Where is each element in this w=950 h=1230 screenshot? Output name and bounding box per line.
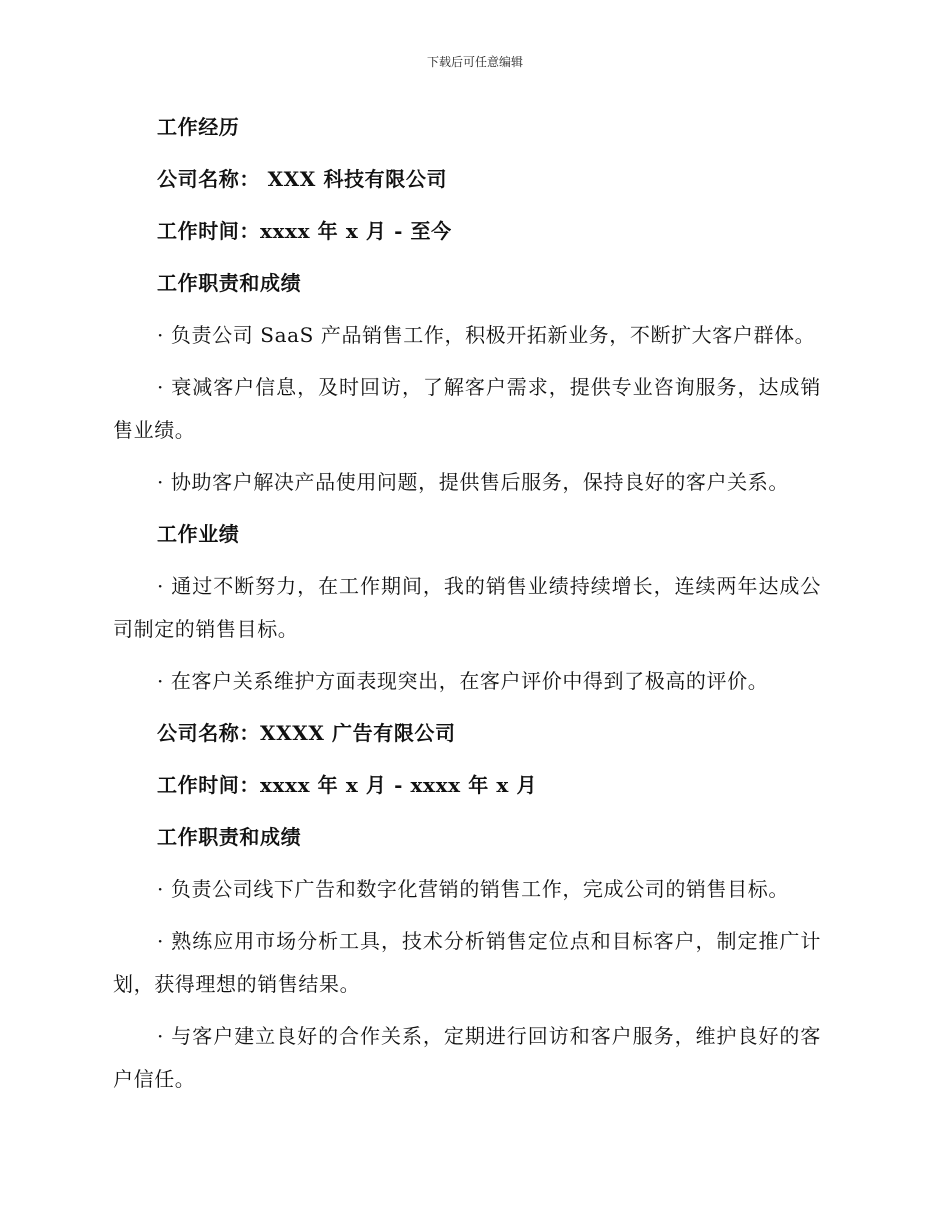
section-title: 工作经历 — [157, 115, 240, 139]
document-body — [113, 106, 821, 1110]
job2-duty-2: · 熟练应用市场分析工具，技术分析销售定位点和目标客户，制定推广计划，获得理想的销售结果。 — [113, 929, 821, 996]
job1-company: 公司名称： XXX 科技有限公司 — [157, 167, 448, 191]
job1-duty-2: · 衰减客户信息，及时回访，了解客户需求，提供专业咨询服务，达成销售业绩。 — [113, 375, 821, 442]
job1-achievement-2: · 在客户关系维护方面表现突出，在客户评价中得到了极高的评价。 — [157, 669, 769, 693]
page-header-note: 下载后可任意编辑 — [426, 55, 523, 69]
job1-period: 工作时间：xxxx 年 x 月 - 至今 — [157, 219, 452, 243]
job2-duty-1: · 负责公司线下广告和数字化营销的销售工作，完成公司的销售目标。 — [157, 877, 789, 901]
job2-duty-3: · 与客户建立良好的合作关系，定期进行回访和客户服务，维护良好的客户信任。 — [113, 1024, 821, 1091]
job1-duty-3: · 协助客户解决产品使用问题，提供售后服务，保持良好的客户关系。 — [157, 470, 789, 494]
job2-company: 公司名称：XXXX 广告有限公司 — [157, 721, 456, 745]
job1-achievements-heading: 工作业绩 — [157, 522, 240, 546]
job2-period: 工作时间：xxxx 年 x 月 - xxxx 年 x 月 — [157, 773, 538, 797]
job1-duties-heading: 工作职责和成绩 — [157, 271, 302, 295]
job1-duty-1: · 负责公司 SaaS 产品销售工作，积极开拓新业务，不断扩大客户群体。 — [157, 323, 816, 347]
job1-achievement-1: · 通过不断努力，在工作期间，我的销售业绩持续增长，连续两年达成公司制定的销售目标。 — [113, 574, 821, 641]
job2-duties-heading: 工作职责和成绩 — [157, 825, 302, 849]
